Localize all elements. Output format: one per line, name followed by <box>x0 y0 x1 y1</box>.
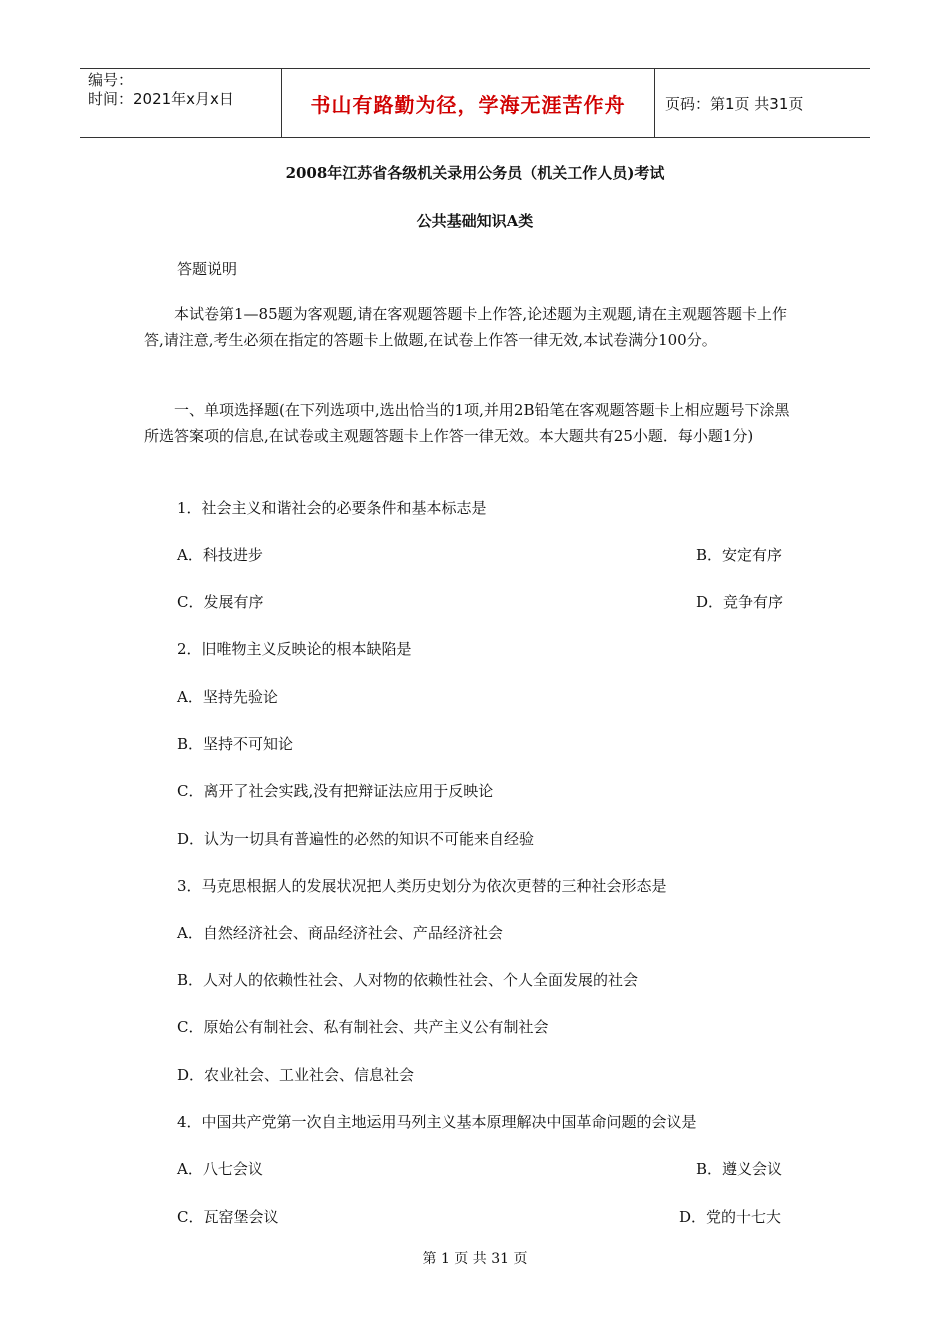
header-motto-cell <box>282 69 655 137</box>
page-footer: 第 1 页 共 31 页 <box>422 1251 528 1267</box>
question-1-option-c: C．发展有序 <box>177 593 264 611</box>
document-title: 2008年江苏省各级机关录用公务员（机关工作人员)考试 <box>285 164 665 182</box>
question-2-option-d: D．认为一切具有普遍性的必然的知识不可能来自经验 <box>177 830 535 848</box>
question-2-option-a: A．坚持先验论 <box>177 688 278 706</box>
question-4-option-a: A．八七会议 <box>177 1160 263 1178</box>
question-3-option-b: B．人对人的依赖性社会、人对物的依赖性社会、个人全面发展的社会 <box>177 971 639 989</box>
question-4-option-c: C．瓦窑堡会议 <box>177 1208 279 1226</box>
question-1-option-b: B．安定有序 <box>696 546 783 564</box>
question-4-option-d: D．党的十七大 <box>679 1208 782 1226</box>
header-meta-cell <box>80 69 282 137</box>
question-4-option-b: B．遵义会议 <box>696 1160 783 1178</box>
question-1-option-d: D．竞争有序 <box>696 593 784 611</box>
question-1-stem: 1．社会主义和谐社会的必要条件和基本标志是 <box>177 499 487 517</box>
document-header <box>80 68 870 138</box>
question-3-option-d: D．农业社会、工业社会、信息社会 <box>177 1066 415 1084</box>
question-3-stem: 3．马克思根据人的发展状况把人类历史划分为依次更替的三种社会形态是 <box>177 877 667 895</box>
document-number-label: 编号： <box>88 71 134 89</box>
question-4-stem: 4．中国共产党第一次自主地运用马列主义基本原理解决中国革命问题的会议是 <box>177 1113 697 1131</box>
document-date-label: 时间：2021年x月x日 <box>88 90 234 108</box>
header-page-cell <box>655 69 870 137</box>
question-2-option-b: B．坚持不可知论 <box>177 735 294 753</box>
header-page-info: 页码：第1页 共31页 <box>665 94 804 113</box>
instructions-heading: 答题说明 <box>177 260 238 278</box>
question-3-option-a: A．自然经济社会、商品经济社会、产品经济社会 <box>177 924 503 942</box>
question-2-stem: 2．旧唯物主义反映论的根本缺陷是 <box>177 640 412 658</box>
section-one-description: 一、单项选择题(在下列选项中,选出恰当的1项,并用2B铅笔在客观题答题卡上相应题号下涂黑所选答案项的信息,在试卷或主观题答题卡上作答一律无效。本大题共有25小题．每小题1分) <box>144 401 790 445</box>
header-motto: 书山有路勤为径，学海无涯苦作舟 <box>310 92 626 117</box>
question-3-option-c: C．原始公有制社会、私有制社会、共产主义公有制社会 <box>177 1018 549 1036</box>
document-subtitle: 公共基础知识A类 <box>416 212 534 230</box>
question-1-option-a: A．科技进步 <box>177 546 263 564</box>
question-2-option-c: C．离开了社会实践,没有把辩证法应用于反映论 <box>177 782 494 800</box>
instructions-paragraph: 本试卷第1—85题为客观题,请在客观题答题卡上作答,论述题为主观题,请在主观题答题卡上作答,请注意,考生必须在指定的答题卡上做题,在试卷上作答一律无效,本试卷满分100分。 <box>144 305 787 349</box>
